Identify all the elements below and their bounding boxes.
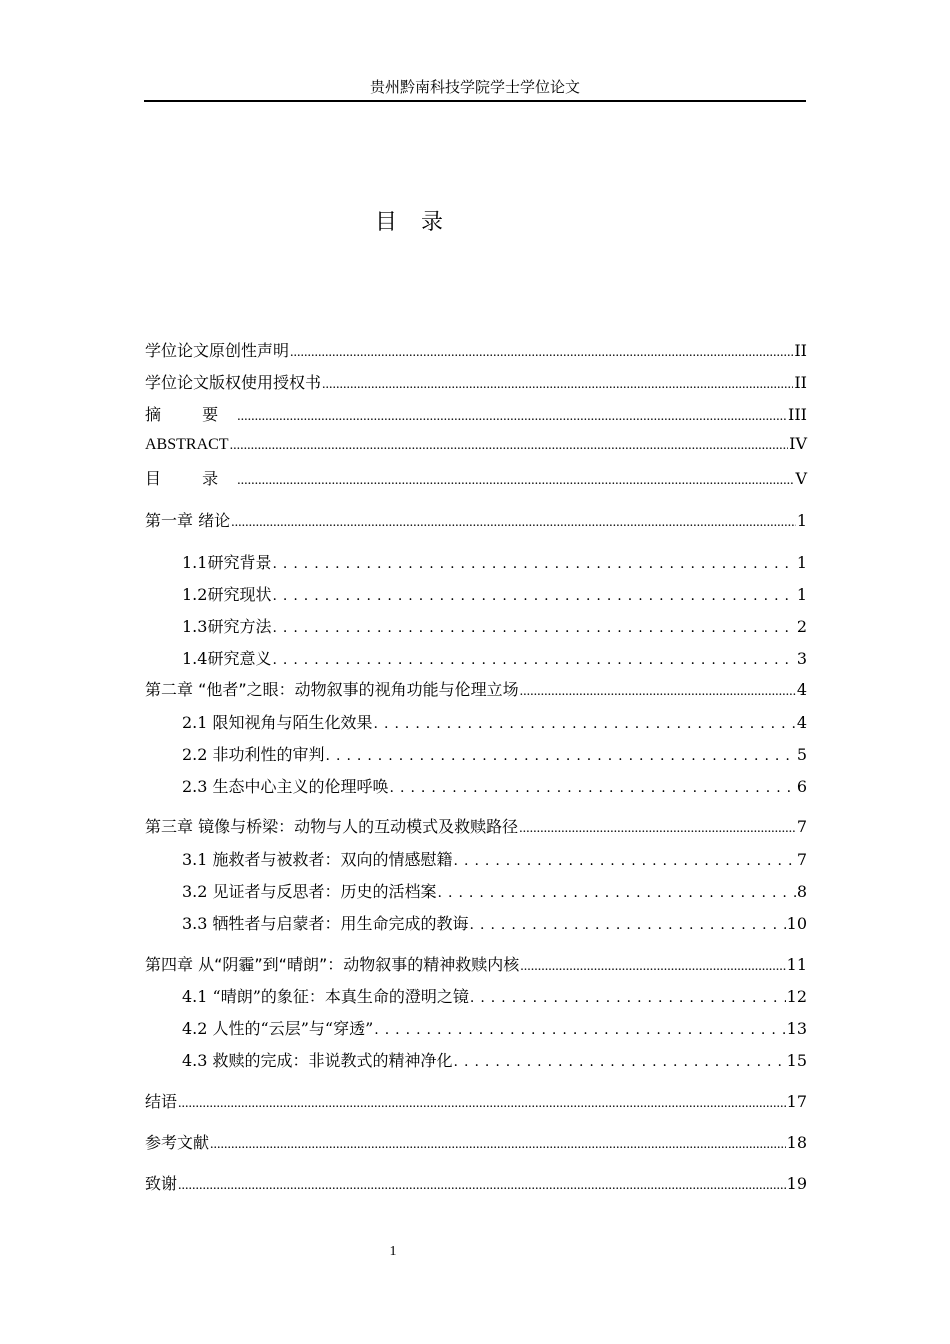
toc-label: 1.3研究方法 [182, 617, 272, 636]
toc-entry-section-4-1[interactable] [182, 984, 807, 1007]
toc-page: 8 [796, 882, 807, 901]
toc-page: 4 [796, 680, 807, 699]
toc-entry-conclusion[interactable] [145, 1089, 807, 1112]
toc-page: 3 [796, 649, 807, 668]
toc-leader [374, 1022, 785, 1038]
toc-leader [454, 853, 796, 869]
toc-leader [322, 377, 793, 393]
toc-entry-section-4-2[interactable] [182, 1016, 807, 1039]
toc-label: ABSTRACT [145, 436, 229, 453]
toc-label: 致谢 [145, 1174, 178, 1193]
toc-entry-authorization[interactable] [145, 370, 807, 393]
toc-leader [272, 652, 795, 668]
toc-page: 2 [796, 617, 807, 636]
toc-label: 3.1 施救者与被救者：双向的情感慰籍 [182, 850, 453, 869]
toc-label: 3.2 见证者与反思者：历史的活档案 [182, 882, 437, 901]
toc-leader [210, 1137, 786, 1153]
title-char-2: 录 [421, 210, 446, 235]
toc-entry-chapter-3[interactable] [145, 814, 807, 837]
toc-page: 7 [796, 850, 807, 869]
toc-label: 第一章 绪论 [145, 511, 231, 530]
toc-page: 17 [786, 1092, 807, 1111]
toc-entry-declaration[interactable] [145, 338, 807, 361]
toc-page: 15 [786, 1051, 807, 1070]
toc-label: 1.4研究意义 [182, 649, 272, 668]
toc-leader [470, 917, 786, 933]
toc-page: 13 [786, 1019, 807, 1038]
toc-leader [326, 748, 796, 764]
toc-entry-section-3-2[interactable] [182, 879, 807, 902]
toc-label: 4.1 “晴朗”的象征：本真生命的澄明之镜 [182, 987, 469, 1006]
toc-label: 第二章 “他者”之眼：动物叙事的视角功能与伦理立场 [145, 680, 519, 699]
toc-leader [178, 1096, 786, 1112]
toc-leader [390, 780, 796, 796]
toc-leader [272, 620, 795, 636]
toc-leader [178, 1178, 786, 1194]
page-number: 1 [389, 1244, 397, 1259]
toc-leader [520, 684, 796, 700]
toc-entry-section-3-1[interactable] [182, 847, 807, 870]
toc-leader [438, 885, 796, 901]
toc-entry-section-1-3[interactable] [182, 614, 807, 637]
toc-entry-acknowledgements[interactable] [145, 1171, 807, 1194]
toc-page: 1 [796, 511, 807, 530]
toc-leader [374, 716, 796, 732]
toc-label: 4.3 救赎的完成：非说教式的精神净化 [182, 1051, 453, 1070]
toc-label: 目 录 [145, 469, 237, 488]
toc-entry-section-1-1[interactable] [182, 550, 807, 573]
toc-label: 4.2 人性的“云层”与“穿透” [182, 1019, 374, 1038]
toc-entry-contents[interactable] [145, 466, 807, 489]
toc-leader [290, 345, 793, 361]
toc-label: 2.3 生态中心主义的伦理呼唤 [182, 777, 389, 796]
toc-page: 11 [786, 955, 807, 974]
toc-entry-section-1-2[interactable] [182, 582, 807, 605]
toc-label: 结语 [145, 1092, 178, 1111]
toc-page: III [788, 405, 807, 424]
toc-label: 第三章 镜像与桥梁：动物与人的互动模式及救赎路径 [145, 817, 519, 836]
toc-leader [519, 821, 796, 837]
toc-label: 1.2研究现状 [182, 585, 272, 604]
toc-leader [230, 438, 789, 454]
toc-leader [470, 990, 786, 1006]
toc-entry-references[interactable] [145, 1130, 807, 1153]
toc-label: 2.1 限知视角与陌生化效果 [182, 713, 373, 732]
toc-page: IV [789, 434, 807, 453]
toc-entry-chapter-4[interactable] [145, 952, 807, 975]
toc-entry-section-4-3[interactable] [182, 1048, 807, 1071]
toc-page: 6 [796, 777, 807, 796]
running-header: 贵州黔南科技学院学士学位论文 [369, 78, 580, 96]
toc-label: 第四章 从“阴霾”到“晴朗”：动物叙事的精神救赎内核 [145, 955, 520, 974]
toc-leader [272, 556, 795, 572]
title-char-1: 目 [374, 210, 399, 235]
toc-label: 摘 要 [145, 405, 237, 424]
toc-leader [237, 473, 794, 489]
toc-page: 18 [786, 1133, 807, 1152]
toc-label: 3.3 牺牲者与启蒙者：用生命完成的教诲 [182, 914, 469, 933]
toc-page: II [794, 341, 807, 360]
toc-entry-abstract-cn[interactable] [145, 402, 807, 425]
toc-entry-chapter-1[interactable] [145, 508, 807, 531]
toc-page: 5 [796, 745, 807, 764]
toc-page: 1 [796, 585, 807, 604]
toc-entry-abstract-en[interactable] [145, 434, 807, 454]
toc-page: 1 [796, 553, 807, 572]
toc-entry-section-2-1[interactable] [182, 710, 807, 733]
toc-page: 10 [786, 914, 807, 933]
toc-leader [454, 1054, 786, 1070]
toc-leader [231, 515, 796, 531]
toc-leader [237, 409, 787, 425]
toc-label: 学位论文版权使用授权书 [145, 373, 322, 392]
toc-label: 2.2 非功利性的审判 [182, 745, 325, 764]
toc-entry-section-2-3[interactable] [182, 774, 807, 797]
toc-page: 7 [796, 817, 807, 836]
toc-leader [272, 588, 795, 604]
toc-page: 4 [796, 713, 807, 732]
toc-label: 参考文献 [145, 1133, 210, 1152]
toc-entry-chapter-2[interactable] [145, 677, 807, 700]
toc-leader [520, 959, 785, 975]
toc-label: 1.1研究背景 [182, 553, 272, 572]
toc-label: 学位论文原创性声明 [145, 341, 290, 360]
toc-entry-section-1-4[interactable] [182, 646, 807, 669]
toc-page: V [795, 469, 807, 488]
toc-entry-section-2-2[interactable] [182, 742, 807, 765]
toc-page: 12 [786, 987, 807, 1006]
toc-page: 19 [786, 1174, 807, 1193]
toc-entry-section-3-3[interactable] [182, 911, 807, 934]
toc-page: II [794, 373, 807, 392]
